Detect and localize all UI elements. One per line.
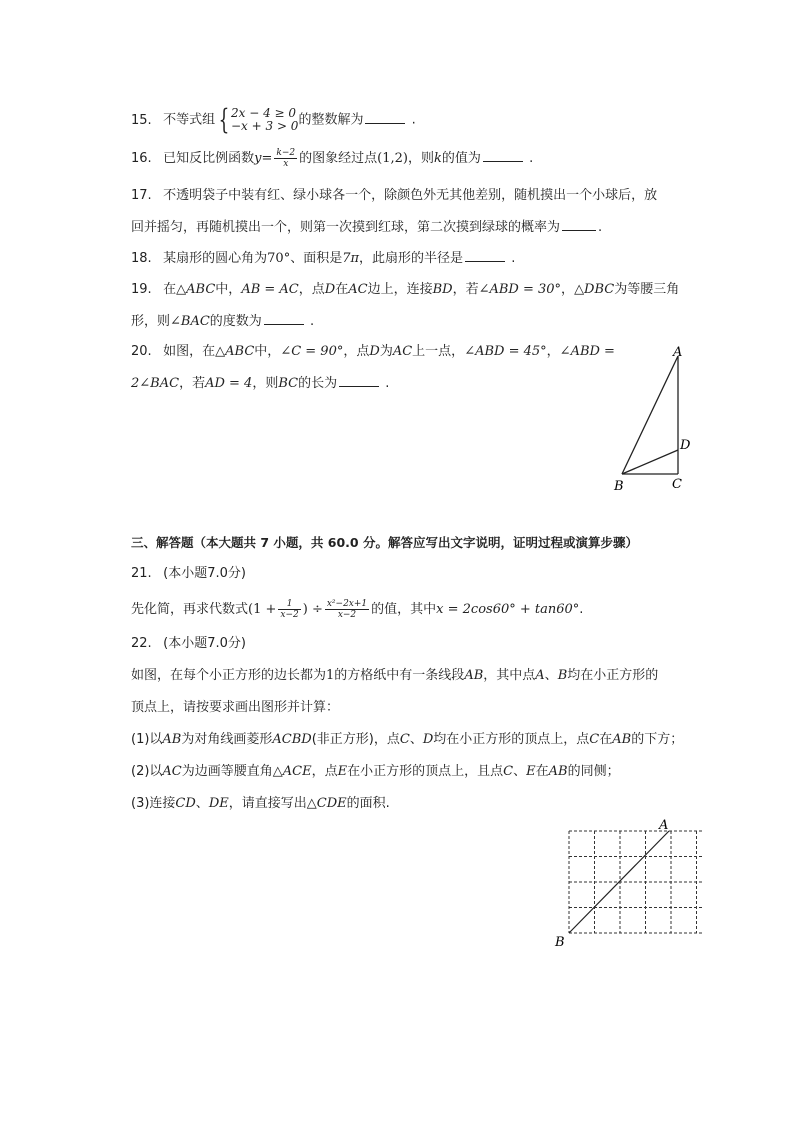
question-22-step-3 — [131, 795, 390, 813]
question-text: 的图象经过点 — [299, 151, 378, 166]
math-var: D — [369, 344, 380, 359]
question-text: 形，则 — [131, 314, 171, 329]
question-text: 的整数解为 — [298, 112, 364, 128]
math-segment: AB — [162, 732, 182, 747]
math-op: ) ÷ — [302, 602, 323, 617]
inequality-system — [231, 107, 298, 133]
math-number: 1 — [326, 668, 335, 683]
question-text: ，点 — [298, 282, 325, 297]
period: . — [385, 796, 390, 811]
question-text: 已知反比例函数 — [163, 151, 255, 166]
question-number: 19. — [131, 282, 152, 297]
question-22-line-2 — [131, 699, 339, 717]
math-var: C — [589, 732, 600, 747]
math-angle: 2∠BAC — [131, 376, 180, 391]
question-text: (3)连接 — [131, 796, 176, 811]
math-var: D — [324, 282, 336, 297]
question-text: 中， — [215, 282, 242, 297]
math-triangle: △ABC — [176, 282, 216, 297]
question-text: ，则 — [252, 376, 279, 391]
math-segment: CD — [175, 796, 196, 811]
question-text: 回并摇匀，再随机摸出一个，则第一次摸到红球，第二次摸到绿球的概率为 — [131, 220, 561, 235]
period: . — [309, 314, 315, 329]
question-text: 、 — [544, 668, 558, 683]
math-var: k — [434, 151, 442, 166]
fraction — [274, 148, 297, 169]
math-segment: DE — [208, 796, 229, 811]
question-text: 在 — [335, 282, 349, 297]
math-op: = — [261, 151, 273, 166]
period: . — [411, 112, 416, 128]
question-text: 在 — [599, 732, 613, 747]
math-equation: x = 2cos60° + tan60° — [436, 602, 580, 617]
question-22-step-1 — [131, 731, 683, 749]
math-segment: AC — [348, 282, 368, 297]
period: . — [579, 602, 584, 617]
question-text: (非正方形)，点 — [311, 732, 400, 747]
triangle-figure — [610, 340, 700, 495]
question-15 — [131, 103, 416, 136]
question-text: 的下方； — [631, 732, 684, 747]
inequality-2: −x + 3 > 0 — [230, 119, 299, 133]
answer-blank[interactable] — [264, 312, 304, 325]
question-number: 21. — [131, 566, 152, 581]
question-text: ， — [561, 282, 575, 297]
math-var: D — [422, 732, 434, 747]
question-text: 某扇形的圆心角为 — [163, 251, 268, 266]
question-text: 在 — [535, 764, 549, 779]
question-22-step-2 — [131, 763, 620, 781]
question-text: 为对角线画菱形 — [181, 732, 273, 747]
question-text: 均在小正方形的 — [567, 668, 659, 683]
answer-blank[interactable] — [339, 374, 379, 387]
section-header: 三、解答题（本大题共 7 小题，共 60.0 分。解答应写出文字说明，证明过程或演算步骤） — [131, 535, 638, 550]
question-number: 20. — [131, 344, 152, 359]
math-angle: 70° — [267, 251, 291, 266]
label-a: A — [659, 818, 669, 833]
math-segment: AB — [612, 732, 632, 747]
side-ab — [622, 356, 678, 474]
question-17 — [131, 187, 657, 205]
math-equation: AD = 4 — [205, 376, 253, 391]
question-19-line-2 — [131, 312, 314, 331]
question-text: 在小正方形的顶点上，且点 — [347, 764, 504, 779]
question-17-line-2 — [131, 218, 602, 237]
math-angle: ∠ABD = 45° — [464, 344, 547, 359]
math-angle: ∠C = 90° — [280, 344, 344, 359]
question-number: 17. — [131, 188, 152, 203]
question-22-line-1 — [131, 667, 658, 685]
question-text: 、 — [513, 764, 527, 779]
question-text: ，请直接写出 — [228, 796, 307, 811]
math-triangle: △CDE — [306, 796, 347, 811]
period: . — [511, 251, 516, 266]
label-b: B — [614, 479, 624, 494]
question-text: 边上，连接 — [367, 282, 433, 297]
question-text: 、 — [409, 732, 423, 747]
fraction — [325, 599, 369, 620]
math-var: B — [557, 668, 568, 683]
question-text: 的值，其中 — [371, 602, 437, 617]
grid-figure — [552, 815, 702, 950]
question-text: ，其中点 — [483, 668, 536, 683]
numerator: k−2 — [276, 148, 296, 158]
question-text: 如图，在每个小正方形的边长都为 — [131, 668, 327, 683]
question-text: (2)以 — [131, 764, 163, 779]
question-number: 22. — [131, 636, 152, 651]
label-d: D — [680, 438, 691, 453]
question-text: 均在小正方形的顶点上，点 — [433, 732, 590, 747]
answer-blank[interactable] — [483, 149, 523, 162]
math-var: E — [337, 764, 348, 779]
denominator: x−2 — [337, 610, 357, 620]
period: . — [529, 151, 534, 166]
label-a: A — [673, 345, 683, 360]
question-19 — [131, 281, 679, 299]
math-area: 7π — [342, 251, 360, 266]
math-triangle: △ACE — [272, 764, 312, 779]
question-text: ，此扇形的半径是 — [359, 251, 464, 266]
answer-blank[interactable] — [465, 249, 505, 262]
question-number: 15. — [131, 112, 152, 128]
denominator: x — [283, 159, 289, 169]
math-op: (1 + — [248, 602, 277, 617]
question-text: ，点 — [343, 344, 370, 359]
label-c: C — [672, 477, 682, 492]
question-text: 的面积 — [346, 796, 386, 811]
question-number: 16. — [131, 151, 152, 166]
math-equation: AB = AC — [241, 282, 299, 297]
brace-icon: { — [218, 103, 230, 136]
segment-bd — [622, 450, 678, 474]
question-20-line-2 — [131, 374, 389, 393]
numerator: 1 — [278, 599, 300, 610]
question-text: 的长为 — [298, 376, 338, 391]
math-angle: ∠BAC — [170, 314, 210, 329]
question-text: ，则 — [408, 151, 435, 166]
question-text: 如图，在 — [163, 344, 216, 359]
math-triangle: △DBC — [574, 282, 615, 297]
question-text: 不透明袋子中装有红、绿小球各一个，除颜色外无其他差别，随机摸出一个小球后，放 — [163, 188, 658, 203]
question-text: 中， — [254, 344, 281, 359]
period: . — [598, 220, 603, 235]
answer-blank[interactable] — [365, 111, 405, 124]
question-text: 顶点上，请按要求画出图形并计算： — [131, 700, 340, 715]
question-text: 在 — [163, 282, 177, 297]
score: (本小题7.0分) — [163, 636, 246, 651]
math-angle: ∠ABD = 30° — [478, 282, 562, 297]
period: . — [385, 376, 390, 391]
question-text: 、 — [195, 796, 209, 811]
math-var: C — [503, 764, 514, 779]
question-21-header — [131, 565, 246, 583]
math-segment: AB — [548, 764, 568, 779]
math-segment: AC — [392, 344, 413, 359]
question-text: 先化简，再求代数式 — [131, 602, 249, 617]
math-segment: BD — [432, 282, 453, 297]
question-16 — [131, 148, 533, 169]
question-18 — [131, 249, 515, 268]
math-var: E — [526, 764, 536, 779]
denominator: x−2 — [280, 610, 299, 620]
answer-blank[interactable] — [562, 218, 596, 231]
score: (本小题7.0分) — [163, 566, 246, 581]
fraction — [278, 599, 300, 620]
question-text: 不等式组 — [163, 112, 216, 128]
question-22-header — [131, 635, 246, 653]
inequality-1: 2x − 4 ≥ 0 — [230, 106, 297, 120]
math-var: A — [535, 668, 545, 683]
numerator: x²−2x+1 — [326, 599, 368, 609]
question-number: 18. — [131, 251, 152, 266]
math-var: C — [399, 732, 410, 747]
question-text: 的值为 — [441, 151, 481, 166]
math-point: (1,2) — [377, 151, 408, 166]
question-text: 为 — [379, 344, 393, 359]
math-angle: ∠ABD = — [559, 344, 615, 359]
math-shape: ACBD — [272, 732, 312, 747]
question-text: ， — [546, 344, 560, 359]
math-var: y — [254, 151, 262, 166]
question-text: 上一点， — [412, 344, 465, 359]
question-text: ，若 — [452, 282, 479, 297]
question-text: ，点 — [311, 764, 338, 779]
question-text: (1)以 — [131, 732, 163, 747]
question-21 — [131, 599, 583, 620]
question-text: 的度数为 — [209, 314, 262, 329]
question-text: 的同侧； — [567, 764, 620, 779]
question-text: ，若 — [179, 376, 206, 391]
question-text: 、面积是 — [290, 251, 343, 266]
label-b: B — [555, 935, 565, 950]
math-triangle: △ABC — [215, 344, 255, 359]
math-segment: AC — [162, 764, 182, 779]
question-text: 的方格纸中有一条线段 — [334, 668, 465, 683]
math-segment: AB — [464, 668, 484, 683]
question-text: 为边画等腰直角 — [181, 764, 273, 779]
math-segment: BC — [278, 376, 299, 391]
grid-lines — [569, 831, 702, 933]
question-text: 为等腰三角 — [614, 282, 680, 297]
question-20 — [131, 343, 615, 361]
